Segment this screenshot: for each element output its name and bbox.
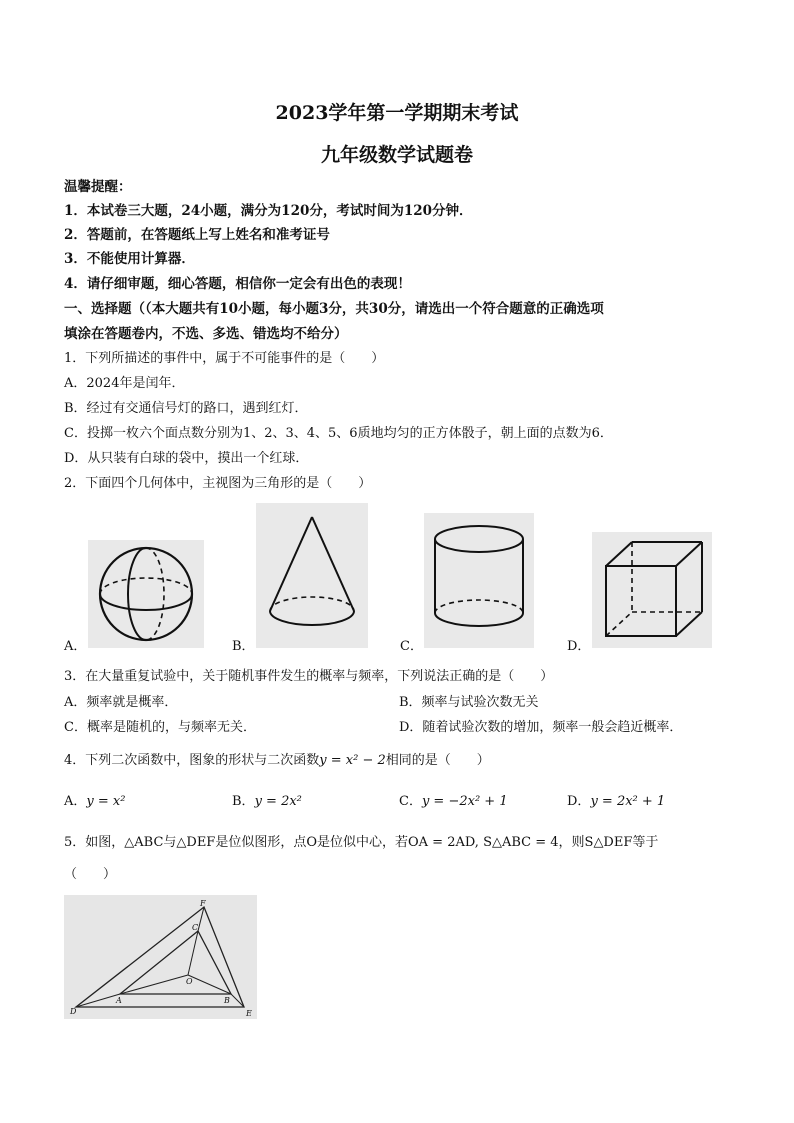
q2-label-a: A．	[64, 639, 87, 654]
q1-option-d: D．从只装有白球的袋中，摸出一个红球．	[64, 451, 309, 466]
q4-stem-function: y = x² − 2	[319, 753, 386, 768]
cone-icon	[256, 503, 368, 648]
exam-title: 2023学年第一学期期末考试	[275, 102, 519, 124]
q2-stem: 2．下面四个几何体中，主视图为三角形的是（ ）	[64, 476, 372, 491]
point-label-o: O	[186, 977, 193, 986]
sphere-icon	[88, 540, 204, 648]
q4-option-d-expr: y = 2x² + 1	[590, 794, 666, 809]
q4-option-b-expr: y = 2x²	[254, 794, 302, 809]
q4-stem-post: 相同的是（ ）	[385, 753, 490, 768]
q4-option-c	[399, 790, 508, 809]
exam-subtitle: 九年级数学试题卷	[320, 144, 473, 166]
point-label-f: F	[200, 899, 206, 908]
point-label-a: A	[116, 996, 122, 1005]
q2-label-b: B．	[232, 639, 255, 654]
q4-option-a-label: A．	[64, 794, 87, 809]
reminder-item-2: 2．答题前，在答题纸上写上姓名和准考证号	[64, 227, 330, 243]
cylinder-icon	[424, 513, 534, 648]
q4-option-d-label: D．	[567, 794, 591, 809]
q3-option-a: A．频率就是概率．	[64, 695, 178, 710]
q3-option-b: B．频率与试验次数无关	[399, 695, 539, 710]
reminder-item-3: 3．不能使用计算器．	[64, 251, 195, 267]
q3-stem: 3．在大量重复试验中，关于随机事件发生的概率与频率，下列说法正确的是（ ）	[64, 669, 554, 684]
q4-option-c-expr: y = −2x² + 1	[421, 794, 508, 809]
q1-option-a: A．2024年是闰年．	[64, 376, 185, 391]
point-label-d: D	[70, 1007, 77, 1016]
point-label-b: B	[224, 996, 230, 1005]
q4-option-d	[567, 790, 665, 809]
q3-option-d: D．随着试验次数的增加，频率一般会趋近概率．	[399, 720, 683, 735]
q5-stem: 5．如图，△ABC与△DEF是位似图形，点O是位似中心，若OA = 2AD, S△ABC = 4，则S△DEF等于	[64, 835, 659, 850]
reminder-heading: 温馨提醒：	[64, 179, 132, 195]
q4-option-c-label: C．	[399, 794, 422, 809]
q4-option-a	[64, 790, 125, 809]
point-label-e: E	[246, 1009, 252, 1018]
reminder-item-1: 1．本试卷三大题，24小题，满分为120分，考试时间为120分钟．	[64, 203, 473, 219]
q4-option-a-expr: y = x²	[86, 794, 126, 809]
q4-stem	[64, 749, 490, 768]
q4-stem-pre: 4．下列二次函数中，图象的形状与二次函数	[64, 753, 320, 768]
q2-label-c: C．	[400, 639, 423, 654]
section-heading-line2: 填涂在答题卷内，不选、多选、错选均不给分）	[64, 326, 348, 342]
q1-stem: 1．下列所描述的事件中，属于不可能事件的是（ ）	[64, 351, 385, 366]
point-label-c: C	[192, 923, 199, 932]
reminder-item-4: 4．请仔细审题，细心答题，相信你一定会有出色的表现！	[64, 276, 411, 292]
q1-option-c: C．投掷一枚六个面点数分别为1、2、3、4、5、6质地均匀的正方体骰子，朝上面的点数为6．	[64, 426, 613, 441]
q4-option-b-label: B．	[232, 794, 255, 809]
cube-icon	[592, 532, 712, 648]
q5-paren: （ ）	[64, 867, 117, 882]
q1-option-b: B．经过有交通信号灯的路口，遇到红灯．	[64, 401, 308, 416]
q3-option-c: C．概率是随机的，与频率无关．	[64, 720, 256, 735]
section-heading-line1: 一、选择题（（本大题共有10小题，每小题3分，共30分，请选出一个符合题意的正确选项	[64, 301, 604, 317]
q2-label-d: D．	[567, 639, 591, 654]
homothety-figure	[64, 895, 257, 1019]
q4-option-b	[232, 790, 302, 809]
